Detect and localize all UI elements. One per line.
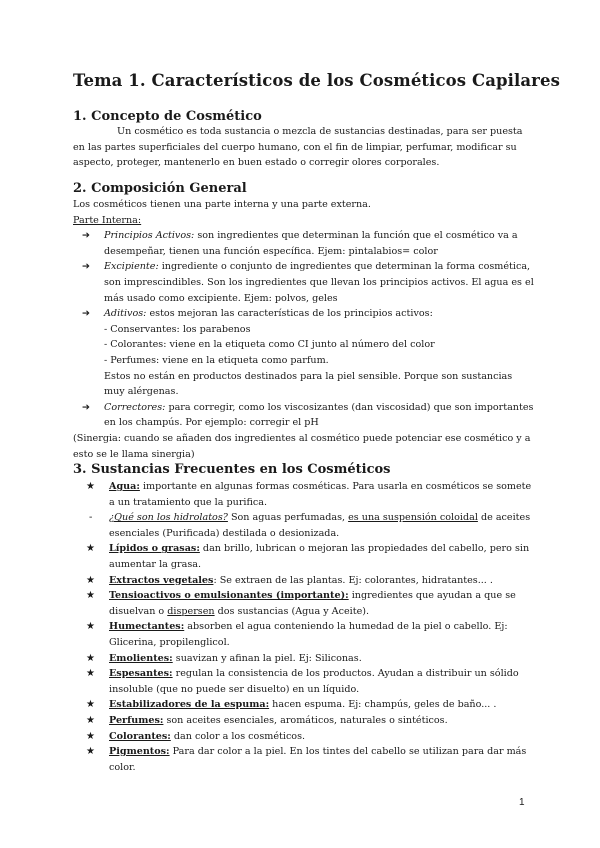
star-icon: ★	[86, 730, 95, 742]
list-item	[73, 666, 535, 697]
list-item	[73, 697, 535, 713]
item-term: Extractos vegetales	[109, 574, 214, 586]
item-term: Aditivos:	[104, 308, 147, 320]
list-item	[73, 510, 535, 541]
list-item	[73, 588, 535, 619]
item-term: Excipiente:	[104, 261, 159, 273]
item-text: : Se extraen de las plantas. Ej: colorantes, hidratantes... .	[213, 574, 493, 586]
item-term: Espesantes:	[109, 668, 173, 680]
item-text: para corregir, como los viscosizantes (dan viscosidad) que son importantes en los champús. Por ejemplo: corregir el pH	[104, 401, 534, 429]
star-icon: ★	[86, 668, 95, 680]
item-text: suavizan y afinan la piel. Ej: Siliconas.	[172, 652, 362, 664]
item-text-underlined: dispersen	[167, 605, 215, 617]
item-text: son aceites esenciales, aromáticos, naturales o sintéticos.	[163, 714, 448, 726]
item-term: Lípidos o grasas:	[109, 543, 200, 555]
item-text: estos mejoran las características de los principios activos:	[146, 308, 433, 320]
section-2-heading: 2. Composición General	[73, 181, 247, 196]
arrow-icon: ➔	[82, 401, 91, 413]
item-term: Estabilizadores de la espuma:	[109, 699, 270, 711]
item-text: dan color a los cosméticos.	[170, 730, 306, 742]
item-term: Tensioactivos o emulsionantes (importante):	[109, 590, 349, 602]
item-term: Humectantes:	[109, 621, 185, 633]
arrow-icon: ➔	[82, 261, 91, 273]
list-item	[73, 479, 535, 510]
section-3-body	[73, 479, 535, 775]
composition-list	[73, 228, 535, 431]
star-icon: ★	[86, 746, 95, 758]
parte-interna-label: Parte Interna:	[73, 214, 142, 226]
list-item	[73, 306, 535, 400]
section-2-body	[73, 197, 535, 462]
hidrolatos-rest: de aceites esenciales (Purificada) destilada o desionizada.	[109, 512, 531, 539]
item-term: Perfumes:	[109, 714, 164, 726]
list-item	[73, 541, 535, 572]
item-term: Pigmentos:	[109, 746, 170, 758]
list-item	[73, 259, 535, 306]
list-item	[73, 228, 535, 259]
star-icon: ★	[86, 714, 95, 726]
hidrolatos-underlined: es una suspensión coloidal	[348, 512, 478, 524]
dash-icon: -	[89, 512, 93, 524]
list-item	[73, 651, 535, 667]
star-icon: ★	[86, 574, 95, 586]
composition-intro: Los cosméticos tienen una parte interna y una parte externa.	[73, 199, 371, 210]
aditivo-perfumes: - Perfumes: viene en la etiqueta como parfum.	[104, 354, 329, 366]
item-text: hacen espuma. Ej: champús, geles de baño... .	[269, 699, 497, 711]
hidrolatos-answer: Son aguas perfumadas,	[227, 512, 349, 524]
aditivos-note: Estos no están en productos destinados para la piel sensible. Porque son sustancias muy alérgenas.	[104, 370, 513, 398]
item-text-rest: dos sustancias (Agua y Aceite).	[214, 605, 370, 617]
star-icon: ★	[86, 699, 95, 711]
item-term: Agua:	[109, 481, 140, 492]
item-term: Emolientes:	[109, 652, 173, 664]
star-icon: ★	[86, 652, 95, 664]
section-1-heading: 1. Concepto de Cosmético	[73, 109, 262, 124]
arrow-icon: ➔	[82, 308, 91, 320]
item-text: Para dar color a la piel. En los tintes del cabello se utilizan para dar más color.	[109, 746, 527, 773]
item-text: ingrediente o conjunto de ingredientes que determinan la forma cosmética, son imprescindibles. Son los ingredientes que llevan los principios activos. El agua es el más usado como excipiente. Ejem: polvos, geles	[104, 261, 534, 304]
list-item	[73, 713, 535, 729]
item-text: absorben el agua conteniendo la humedad de la piel o cabello. Ej: Glicerina, propilenglicol.	[109, 621, 508, 648]
item-text: dan brillo, lubrican o mejoran las propiedades del cabello, pero sin aumentar la grasa.	[109, 543, 530, 570]
section-3-heading: 3. Sustancias Frecuentes en los Cosméticos	[73, 462, 391, 477]
item-text: son ingredientes que determinan la función que el cosmético va a desempeñar, tienen una función específica. Ejem: pintalabios= color	[104, 230, 518, 257]
star-icon: ★	[86, 621, 95, 633]
list-item	[73, 400, 535, 431]
aditivo-conservantes: - Conservantes: los parabenos	[104, 323, 251, 335]
item-text: regulan la consistencia de los productos. Ayudan a distribuir un sólido insoluble (que no puede ser disuelto) en un líquido.	[109, 668, 519, 695]
list-item	[73, 744, 535, 775]
substances-list	[73, 479, 535, 775]
star-icon: ★	[86, 543, 95, 555]
list-item	[73, 619, 535, 650]
list-item	[73, 729, 535, 745]
item-term: Colorantes:	[109, 730, 171, 742]
page-title: Tema 1. Característicos de los Cosméticos Capilares	[73, 71, 560, 90]
arrow-icon: ➔	[82, 230, 91, 242]
section-1-text	[73, 124, 535, 171]
item-term: Correctores:	[104, 401, 166, 413]
sinergia-note: (Sinergia: cuando se añaden dos ingredientes al cosmético puede potenciar ese cosmético y a esto se le llama sinergia)	[73, 432, 531, 460]
concept-paragraph: Un cosmético es toda sustancia o mezcla de sustancias destinadas, para ser puesta en las partes superficiales del cuerpo humano, con el fin de limpiar, perfumar, modificar su aspecto, proteger, mantenerlo en buen estado o corregir olores corporales.	[73, 126, 523, 169]
hidrolatos-question: ¿Qué son los hidrolatos?	[109, 512, 228, 524]
list-item	[73, 573, 535, 589]
page-number: 1	[519, 797, 525, 808]
item-text: importante en algunas formas cosméticas. Para usarla en cosméticos se somete a un tratamiento que la purifica.	[109, 481, 532, 508]
star-icon: ★	[86, 590, 95, 602]
star-icon: ★	[86, 481, 95, 492]
aditivo-colorantes: - Colorantes: viene en la etiqueta como CI junto al número del color	[104, 339, 435, 351]
item-text: ingredientes que ayudan a que se disuelvan o	[109, 590, 516, 617]
item-term: Principios Activos:	[104, 230, 195, 242]
